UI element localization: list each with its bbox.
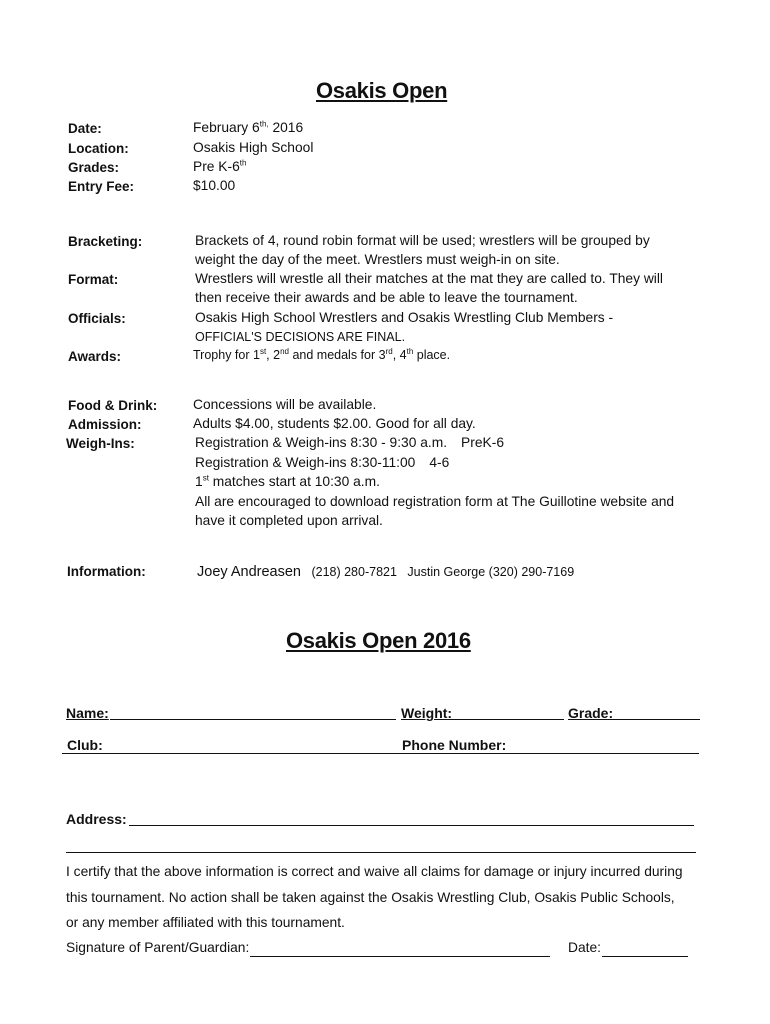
weighins-line-3: 1st matches start at 10:30 a.m.	[195, 473, 380, 489]
signature-label: Signature of Parent/Guardian:	[66, 940, 250, 955]
location-label: Location:	[68, 141, 129, 156]
club-phone-field[interactable]	[62, 753, 699, 754]
awards-label: Awards:	[68, 349, 122, 364]
weighins-line-1: Registration & Weigh-ins 8:30 - 9:30 a.m. PreK-6	[195, 435, 504, 450]
information-label: Information:	[67, 564, 146, 579]
page-title: Osakis Open	[316, 78, 448, 103]
date-field-label: Date:	[568, 940, 601, 955]
weighins-label: Weigh-Ins:	[66, 436, 135, 451]
grades-value: Pre K-6th	[193, 158, 247, 174]
address-field[interactable]	[129, 825, 694, 826]
date-value: February $6^{th,}$ 2016	[193, 119, 304, 135]
address-field-line-2[interactable]	[66, 852, 696, 853]
entry-fee-label: Entry Fee:	[68, 179, 135, 194]
contact-name-1: Joey Andreasen	[197, 564, 301, 580]
certification-line-1: I certify that the above information is correct and waive all claims for damage or injury incurred during	[66, 864, 683, 879]
admission-label: Admission:	[68, 417, 142, 432]
weighins-line-4: All are encouraged to download registration form at The Guillotine website and	[195, 494, 675, 509]
format-line-1: Wrestlers will wrestle all their matches at the mat they are called to. They will	[195, 271, 663, 286]
format-line-2: then receive their awards and be able to leave the tournament.	[195, 290, 578, 305]
officials-line-1: Osakis High School Wrestlers and Osakis Wrestling Club Members -	[195, 310, 614, 325]
grade-label: Grade:	[568, 705, 614, 721]
information-contacts	[197, 563, 574, 581]
location-value: Osakis High School	[193, 140, 314, 155]
name-field[interactable]	[110, 719, 396, 720]
bracketing-label: Bracketing:	[68, 234, 143, 249]
food-drink-label: Food & Drink:	[68, 398, 158, 413]
phone-number-label: Phone Number:	[402, 737, 507, 753]
admission-value: Adults $4.00, students $2.00. Good for all day.	[193, 416, 476, 431]
officials-label: Officials:	[68, 311, 126, 326]
bracketing-line-2: weight the day of the meet. Wrestlers must weigh-in on site.	[195, 252, 560, 267]
weighins-line-5: have it completed upon arrival.	[195, 513, 383, 528]
contact-phone-1: (218) 280-7821	[311, 565, 397, 579]
form-title: Osakis Open 2016	[286, 628, 471, 653]
club-label: Club:	[67, 737, 103, 753]
date-label: Date:	[68, 121, 102, 136]
officials-line-2: OFFICIAL'S DECISIONS ARE FINAL.	[195, 330, 406, 344]
contact-2: Justin George (320) 290-7169	[407, 565, 575, 579]
weight-field[interactable]	[452, 719, 564, 720]
food-drink-value: Concessions will be available.	[193, 397, 377, 412]
awards-value: Trophy for 1st, 2nd and medals for 3rd, 4th place.	[193, 346, 451, 362]
name-label: Name:	[66, 705, 109, 721]
entry-fee-value: $10.00	[193, 178, 236, 193]
certification-line-2: this tournament. No action shall be taken against the Osakis Wrestling Club, Osakis Public Schools,	[66, 890, 675, 905]
format-label: Format:	[68, 272, 119, 287]
bracketing-line-1: Brackets of 4, round robin format will be used; wrestlers will be grouped by	[195, 233, 650, 248]
signature-field[interactable]	[250, 956, 550, 957]
address-label: Address:	[66, 811, 127, 827]
grades-label: Grades:	[68, 160, 120, 175]
weight-label: Weight:	[401, 705, 453, 721]
date-field[interactable]	[602, 956, 688, 957]
grade-field[interactable]	[613, 719, 700, 720]
weighins-line-2: Registration & Weigh-ins 8:30-11:00 4-6	[195, 455, 450, 470]
certification-line-3: or any member affiliated with this tournament.	[66, 915, 345, 930]
